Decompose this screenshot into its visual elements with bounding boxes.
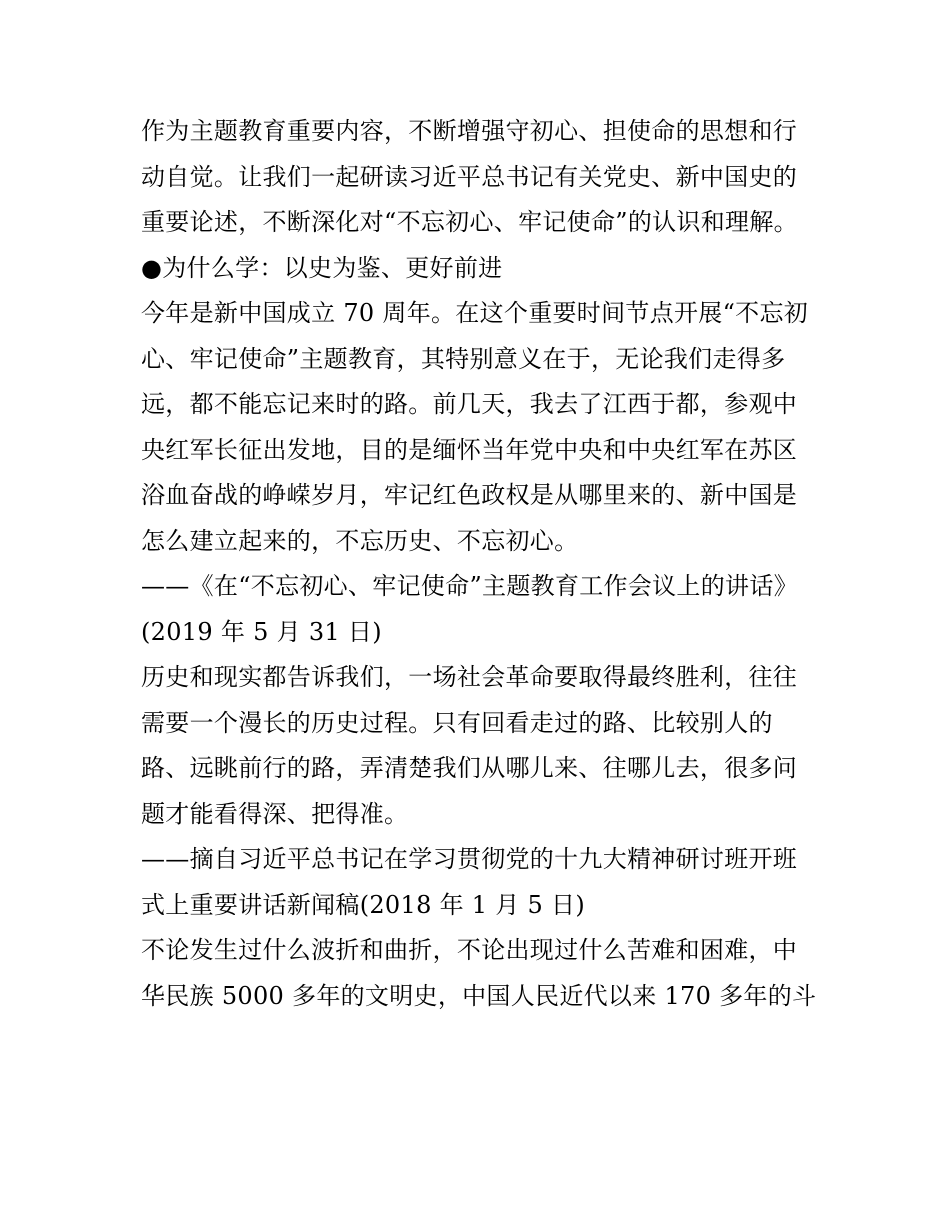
source-1-line-1: ——《在“不忘初心、牢记使命”主题教育工作会议上的讲话》 (141, 572, 798, 600)
quote-2-line-2: 需要一个漫长的历史过程。只有回看走过的路、比较别人的 (141, 708, 773, 737)
quote-3-line-1: 不论发生过什么波折和曲折，不论出现过什么苦难和困难，中 (141, 936, 798, 964)
source-1-line-2: (2019 年 5 月 31 日) (141, 617, 382, 646)
quote-2-line-4: 题才能看得深、把得准。 (141, 799, 409, 828)
quote-1-line-4: 央红军长征出发地，目的是缅怀当年党中央和中央红军在苏区 (141, 435, 798, 464)
document-body (141, 109, 831, 1019)
quote-1-line-3: 远，都不能忘记来时的路。前几天，我去了江西于都，参观中 (141, 390, 798, 418)
source-2-line-1: ——摘自习近平总书记在学习贯彻党的十九大精神研讨班开班 (141, 845, 798, 873)
intro-line-2: 动自觉。让我们一起研读习近平总书记有关党史、新中国史的 (141, 162, 798, 191)
quote-3-line-2: 华民族 5000 多年的文明史，中国人民近代以来 170 多年的斗 (141, 981, 817, 1010)
section-heading: ●为什么学：以史为鉴、更好前进 (141, 253, 503, 282)
source-2-line-2: 式上重要讲话新闻稿(2018 年 1 月 5 日) (141, 890, 585, 919)
intro-line-1: 作为主题教育重要内容，不断增强守初心、担使命的思想和行 (141, 117, 798, 145)
quote-1-line-6: 怎么建立起来的，不忘历史、不忘初心。 (141, 526, 579, 555)
quote-2-line-3: 路、远眺前行的路，弄清楚我们从哪儿来、往哪儿去，很多问 (141, 754, 798, 782)
quote-1-line-5: 浴血奋战的峥嵘岁月，牢记红色政权是从哪里来的、新中国是 (141, 481, 798, 509)
quote-2-line-1: 历史和现实都告诉我们，一场社会革命要取得最终胜利，往往 (141, 663, 798, 691)
intro-line-3: 重要论述，不断深化对“不忘初心、牢记使命”的认识和理解。 (141, 208, 798, 236)
quote-1-line-2: 心、牢记使命”主题教育，其特别意义在于，无论我们走得多 (141, 344, 786, 373)
quote-1-line-1: 今年是新中国成立 70 周年。在这个重要时间节点开展“不忘初 (141, 299, 809, 327)
